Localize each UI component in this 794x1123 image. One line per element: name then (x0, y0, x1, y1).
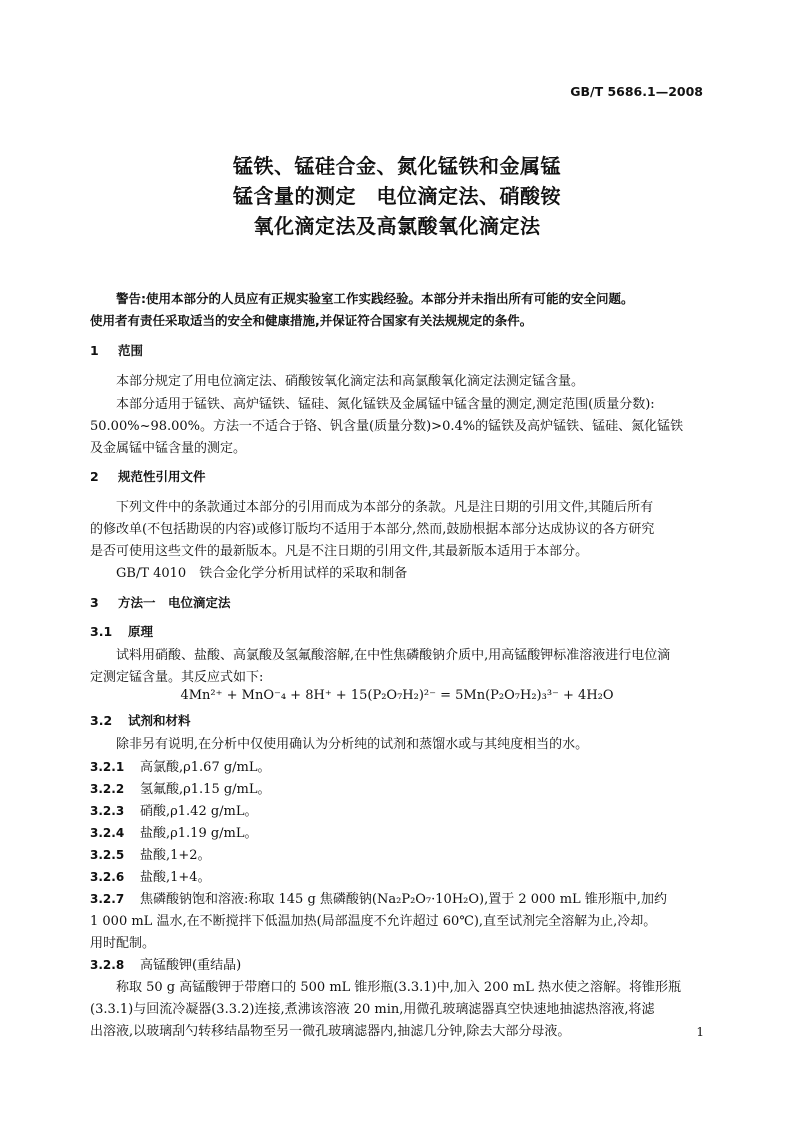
item-number: 3.2.6 (90, 870, 125, 884)
paragraph-line: 1 000 mL 温水,在不断搅拌下低温加热(局部温度不允许超过 60℃),直至试剂完全溶解为止,冷却。 (90, 914, 657, 929)
list-item (90, 756, 271, 775)
paragraph-line: 下列文件中的条款通过本部分的引用而成为本部分的条款。凡是注日期的引用文件,其随后所有 (116, 500, 654, 515)
paragraph: 本部分规定了用电位滴定法、硝酸铵氧化滴定法和高氯酸氧化滴定法测定锰含量。 (116, 374, 585, 389)
normative-reference: GB/T 4010 铁合金化学分析用试样的采取和制备 (116, 566, 408, 581)
item-text: 高锰酸钾(重结晶) (140, 958, 242, 973)
standard-number: GB/T 5686.1—2008 (570, 84, 703, 99)
subsection-number: 3.1 (90, 624, 113, 639)
section-number: 2 (90, 469, 99, 484)
warning-line-2: 使用者有责任采取适当的安全和健康措施,并保证符合国家有关法规规定的条件。 (90, 313, 533, 328)
item-number: 3.2.4 (90, 826, 125, 840)
subsection-3-2-heading (90, 711, 191, 729)
section-title: 范围 (118, 343, 144, 358)
item-text: 氢氟酸,ρ1.15 g/mL。 (140, 782, 271, 797)
paragraph-line: 试料用硝酸、盐酸、高氯酸及氢氟酸溶解,在中性焦磷酸钠介质中,用高锰酸钾标准溶液进行电位滴 (116, 648, 671, 663)
page-number: 1 (696, 1025, 704, 1039)
title-line-2: 锰含量的测定 电位滴定法、硝酸铵 (233, 184, 561, 208)
subsection-title: 原理 (128, 624, 154, 639)
paragraph-line: 是否可使用这些文件的最新版本。凡是不注日期的引用文件,其最新版本适用于本部分。 (90, 544, 589, 559)
list-item (90, 822, 258, 841)
item-number: 3.2.3 (90, 804, 125, 818)
section-number: 1 (90, 343, 99, 358)
item-number: 3.2.2 (90, 782, 125, 796)
paragraph-line: (3.3.1)与回流冷凝器(3.3.2)连接,煮沸该溶液 20 min,用微孔玻璃滤器真空快速地抽滤热溶液,将滤 (90, 1002, 655, 1017)
title-line-1: 锰铁、锰硅合金、氮化锰铁和金属锰 (233, 154, 561, 178)
paragraph-line: 定测定锰含量。其反应式如下: (90, 670, 264, 685)
section-number: 3 (90, 595, 99, 610)
subsection-number: 3.2 (90, 713, 113, 728)
paragraph-line: 用时配制。 (90, 936, 156, 951)
item-text: 盐酸,ρ1.19 g/mL。 (140, 826, 258, 841)
warning-line-1: 警告:使用本部分的人员应有正规实验室工作实践经验。本部分并未指出所有可能的安全问题。 (116, 291, 634, 306)
paragraph-line: 出溶液,以玻璃刮勺转移结晶物至另一微孔玻璃滤器内,抽滤几分钟,除去大部分母液。 (90, 1024, 571, 1039)
item-number: 3.2.5 (90, 848, 125, 862)
title-line-3: 氧化滴定法及高氯酸氧化滴定法 (253, 214, 541, 238)
item-number: 3.2.8 (90, 958, 125, 972)
subsection-3-1-heading (90, 622, 153, 640)
subsection-title: 试剂和材料 (128, 713, 191, 728)
item-text: 焦磷酸钠饱和溶液:称取 145 g 焦磷酸钠(Na₂P₂O₇·10H₂O),置于 2 000 mL 锥形瓶中,加约 (140, 892, 667, 907)
list-item (90, 888, 667, 907)
paragraph-line: 称取 50 g 高锰酸钾于带磨口的 500 mL 锥形瓶(3.3.1)中,加入 200 mL 热水使之溶解。将锥形瓶 (116, 980, 681, 995)
paragraph-line: 的修改单(不包括勘误的内容)或修订版均不适用于本部分,然而,鼓励根据本部分达成协议的各方研究 (90, 522, 655, 537)
item-number: 3.2.1 (90, 760, 125, 774)
item-number: 3.2.7 (90, 892, 125, 906)
item-text: 盐酸,1+4。 (140, 870, 211, 885)
paragraph: 除非另有说明,在分析中仅使用确认为分析纯的试剂和蒸馏水或与其纯度相当的水。 (116, 737, 589, 752)
paragraph-line: 及金属锰中锰含量的测定。 (90, 441, 247, 456)
list-item (90, 800, 258, 819)
list-item (90, 954, 241, 973)
section-2-heading (90, 467, 206, 485)
section-title: 规范性引用文件 (118, 469, 206, 484)
list-item (90, 778, 271, 797)
section-title: 方法一 电位滴定法 (118, 595, 231, 610)
paragraph-line: 本部分适用于锰铁、高炉锰铁、锰硅、氮化锰铁及金属锰中锰含量的测定,测定范围(质量分数): (116, 397, 655, 412)
item-text: 高氯酸,ρ1.67 g/mL。 (140, 760, 271, 775)
paragraph-line: 50.00%~98.00%。方法一不适合于铬、钒含量(质量分数)>0.4%的锰铁及高炉锰铁、锰硅、氮化锰铁 (90, 419, 684, 434)
item-text: 盐酸,1+2。 (140, 848, 211, 863)
section-3-heading (90, 593, 231, 611)
section-1-heading (90, 341, 143, 359)
item-text: 硝酸,ρ1.42 g/mL。 (140, 804, 258, 819)
list-item (90, 866, 211, 885)
list-item (90, 844, 211, 863)
reaction-formula: 4Mn²⁺ + MnO⁻₄ + 8H⁺ + 15(P₂O₇H₂)²⁻ = 5Mn(P₂O₇H₂)₃³⁻ + 4H₂O (180, 688, 614, 703)
